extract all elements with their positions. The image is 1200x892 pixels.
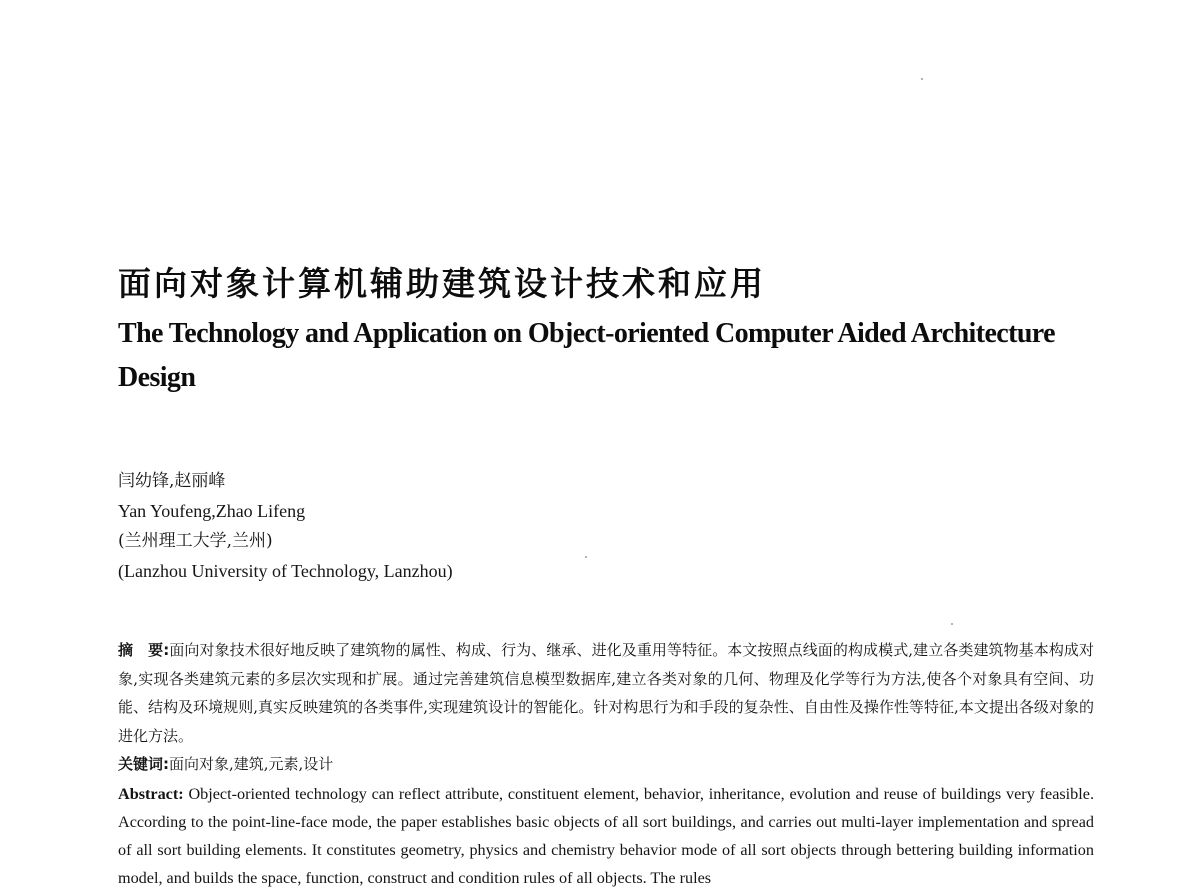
author-names-english: Yan Youfeng,Zhao Lifeng [118,501,306,521]
abstract-chinese-label: 摘 要: [118,641,170,659]
title-english: The Technology and Application on Object-oriented Computer Aided Architecture Design [118,318,1055,393]
affiliation-chinese: (兰州理工大学,兰州) [118,531,273,551]
abstract-english-label: Abstract: [118,785,184,803]
keywords-chinese-text: 面向对象,建筑,元素,设计 [169,755,334,773]
title-chinese: 面向对象计算机辅助建筑设计技术和应用 [118,264,766,303]
scan-speck [951,623,953,625]
author-names-chinese: 闫幼锋,赵丽峰 [118,471,226,491]
abstract-english-text: Object-oriented technology can reflect attribute, constituent element, behavior, inheritance, evolution and reuse of buildings very feasible. According to the point-line-face mode, the paper establishes basic objects of all sort buildings, and carries out multi-layer implementation and spread of all sort building elements. It constitutes geometry, physics and chemistry behavior mode of all sort objects through bettering building information model, and builds the space, function, construct and condition rules of all objects. The rules [118,785,1094,887]
keywords-chinese [118,750,1094,778]
abstract-chinese [118,636,1094,750]
abstract-block [118,636,1094,892]
scan-speck [921,78,923,80]
author-block [118,466,453,586]
abstract-english [118,780,1094,892]
affiliation-english: (Lanzhou University of Technology, Lanzhou) [118,561,453,581]
scan-speck [585,556,587,558]
abstract-chinese-text: 面向对象技术很好地反映了建筑物的属性、构成、行为、继承、进化及重用等特征。本文按照点线面的构成模式,建立各类建筑物基本构成对象,实现各类建筑元素的多层次实现和扩展。通过完善建筑信息模型数据库,建立各类对象的几何、物理及化学等行为方法,使各个对象具有空间、功能、结构及环境规则,真实反映建筑的各类事件,实现建筑设计的智能化。针对构思行为和手段的复杂性、自由性及操作性等特征,本文提出各级对象的进化方法。 [118,641,1095,745]
keywords-chinese-label: 关键词: [118,755,169,773]
